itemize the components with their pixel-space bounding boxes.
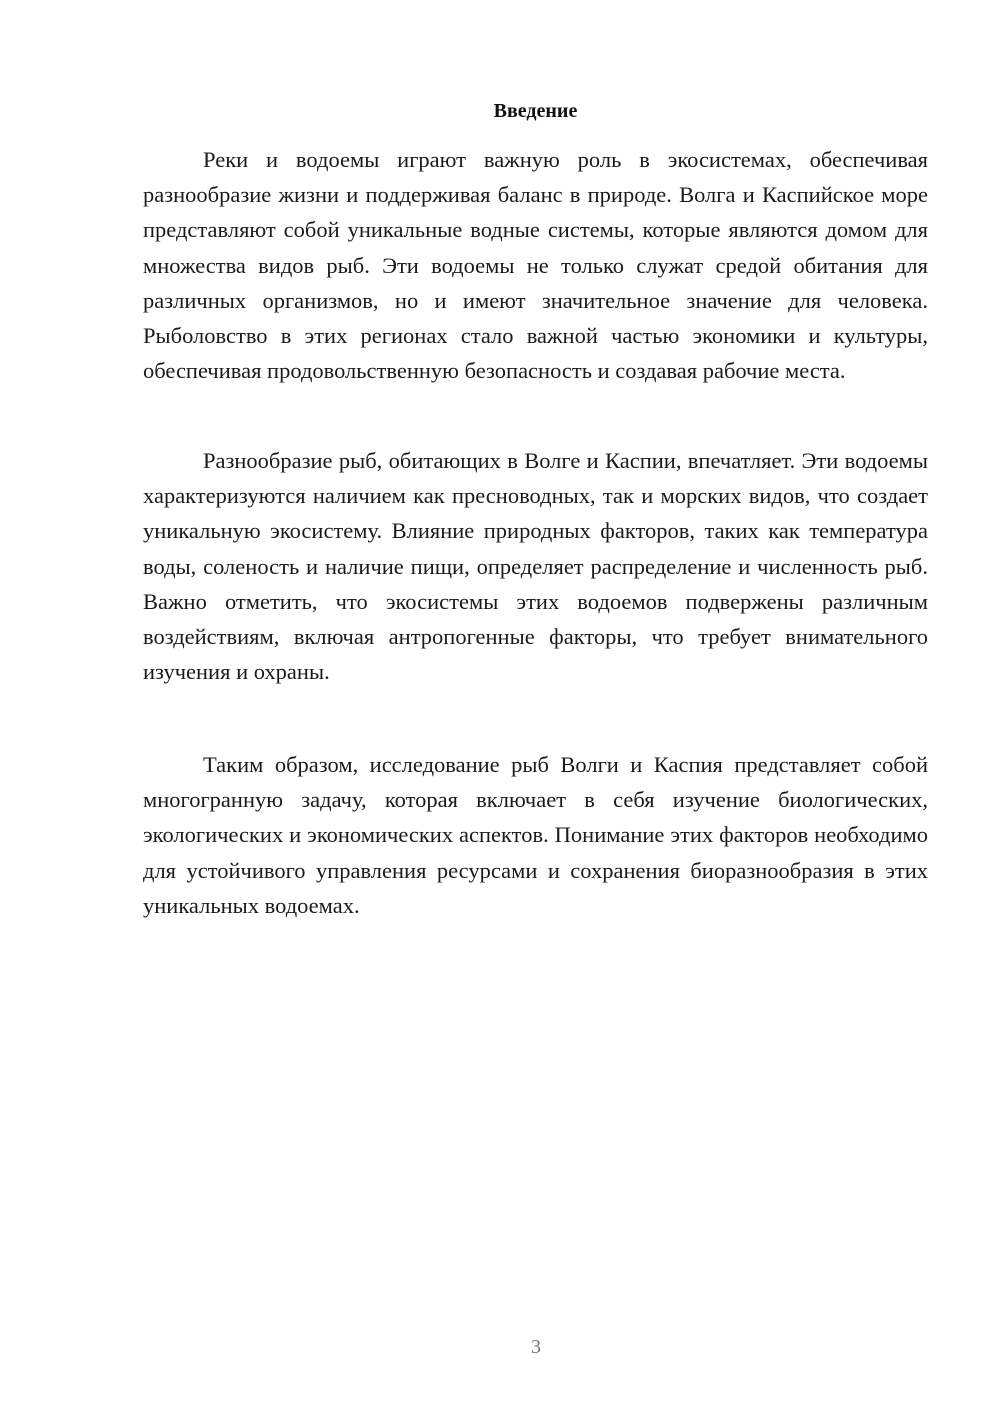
page-number: 3 <box>531 1336 541 1358</box>
section-title: Введение <box>493 100 578 122</box>
paragraph-1: Реки и водоемы играют важную роль в экосистемах, обеспечивая разнообразие жизни и поддерживая баланс в природе. Волга и Каспийское море представляют собой уникальные водные системы, которые являются домом для множества видов рыб. Эти водоемы не только служат средой обитания для различных организмов, но и имеют значительное значение для человека. Рыболовство в этих регионах стало важной частью экономики и культуры, обеспечивая продовольственную безопасность и создавая рабочие места. <box>143 147 928 384</box>
paragraph-2: Разнообразие рыб, обитающих в Волге и Каспии, впечатляет. Эти водоемы характеризуются наличием как пресноводных, так и морских видов, что создает уникальную экосистему. Влияние природных факторов, таких как температура воды, соленость и наличие пищи, определяет распределение и численность рыб. Важно отметить, что экосистемы этих водоемов подвержены различным воздействиям, включая антропогенные факторы, что требует внимательного изучения и охраны. <box>143 448 928 685</box>
paragraph-3: Таким образом, исследование рыб Волги и Каспия представляет собой многогранную задачу, которая включает в себя изучение биологических, экологических и экономических аспектов. Понимание этих факторов необходимо для устойчивого управления ресурсами и сохранения биоразнообразия в этих уникальных водоемах. <box>143 752 928 918</box>
